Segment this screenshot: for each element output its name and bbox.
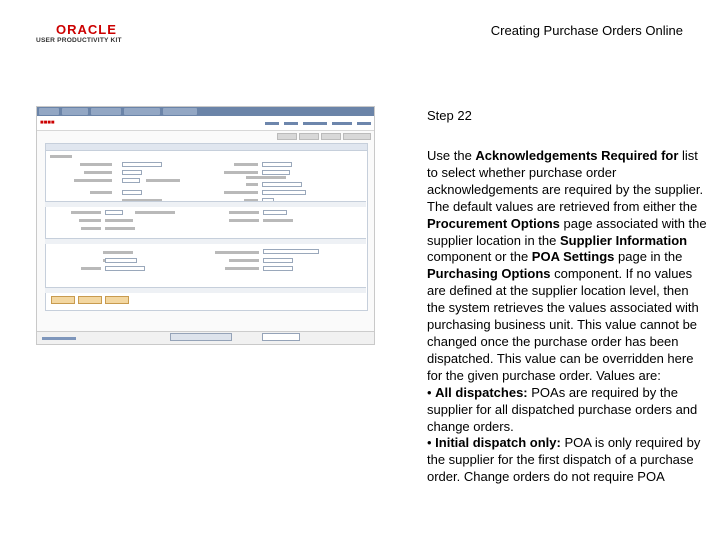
- logo-subtitle: USER PRODUCTIVITY KIT: [36, 37, 122, 44]
- screenshot-brand-bar: [37, 116, 374, 131]
- screenshot-toolbar: [37, 131, 374, 141]
- screenshot-button-row: [51, 296, 129, 304]
- instruction-paragraph: Use the Acknowledgements Required for list to select whether purchase order acknowledgements are required by the supplier. The default values are retrieved from either the Procurement Options page associated with the supplier location in the Supplier Information component or the POA Settings page in the Purchasing Options component. If no values are defined at the supplier location level, then the system retrieves the values associated with purchasing business unit. This value cannot be changed once the purchase order has been dispatched. This value can be overridden here for the given purchase order. Values are:: [427, 148, 707, 383]
- screenshot-section-supplier: [45, 287, 366, 293]
- screenshot-footer: [37, 331, 374, 344]
- oracle-upk-logo: [36, 22, 154, 48]
- application-screenshot: [36, 106, 375, 345]
- instruction-text: [427, 148, 707, 486]
- screenshot-section-dispatch: [45, 238, 366, 244]
- bullet-all-dispatches: • All dispatches: POAs are required by the supplier for all dispatched purchase orders and change orders.: [427, 384, 698, 434]
- screenshot-logo-mark: ■■■■: [40, 120, 55, 126]
- step-label: Step 22: [427, 108, 472, 123]
- screenshot-nav-bar: [37, 107, 374, 116]
- screenshot-section-currency: [45, 201, 366, 207]
- logo-brand: ORACLE: [56, 22, 117, 37]
- bullet-initial-dispatch: • Initial dispatch only: POA is only required by the supplier for the first dispatch of a purchase order. Change orders do not require POA: [427, 435, 701, 485]
- page-title: Creating Purchase Orders Online: [490, 23, 683, 38]
